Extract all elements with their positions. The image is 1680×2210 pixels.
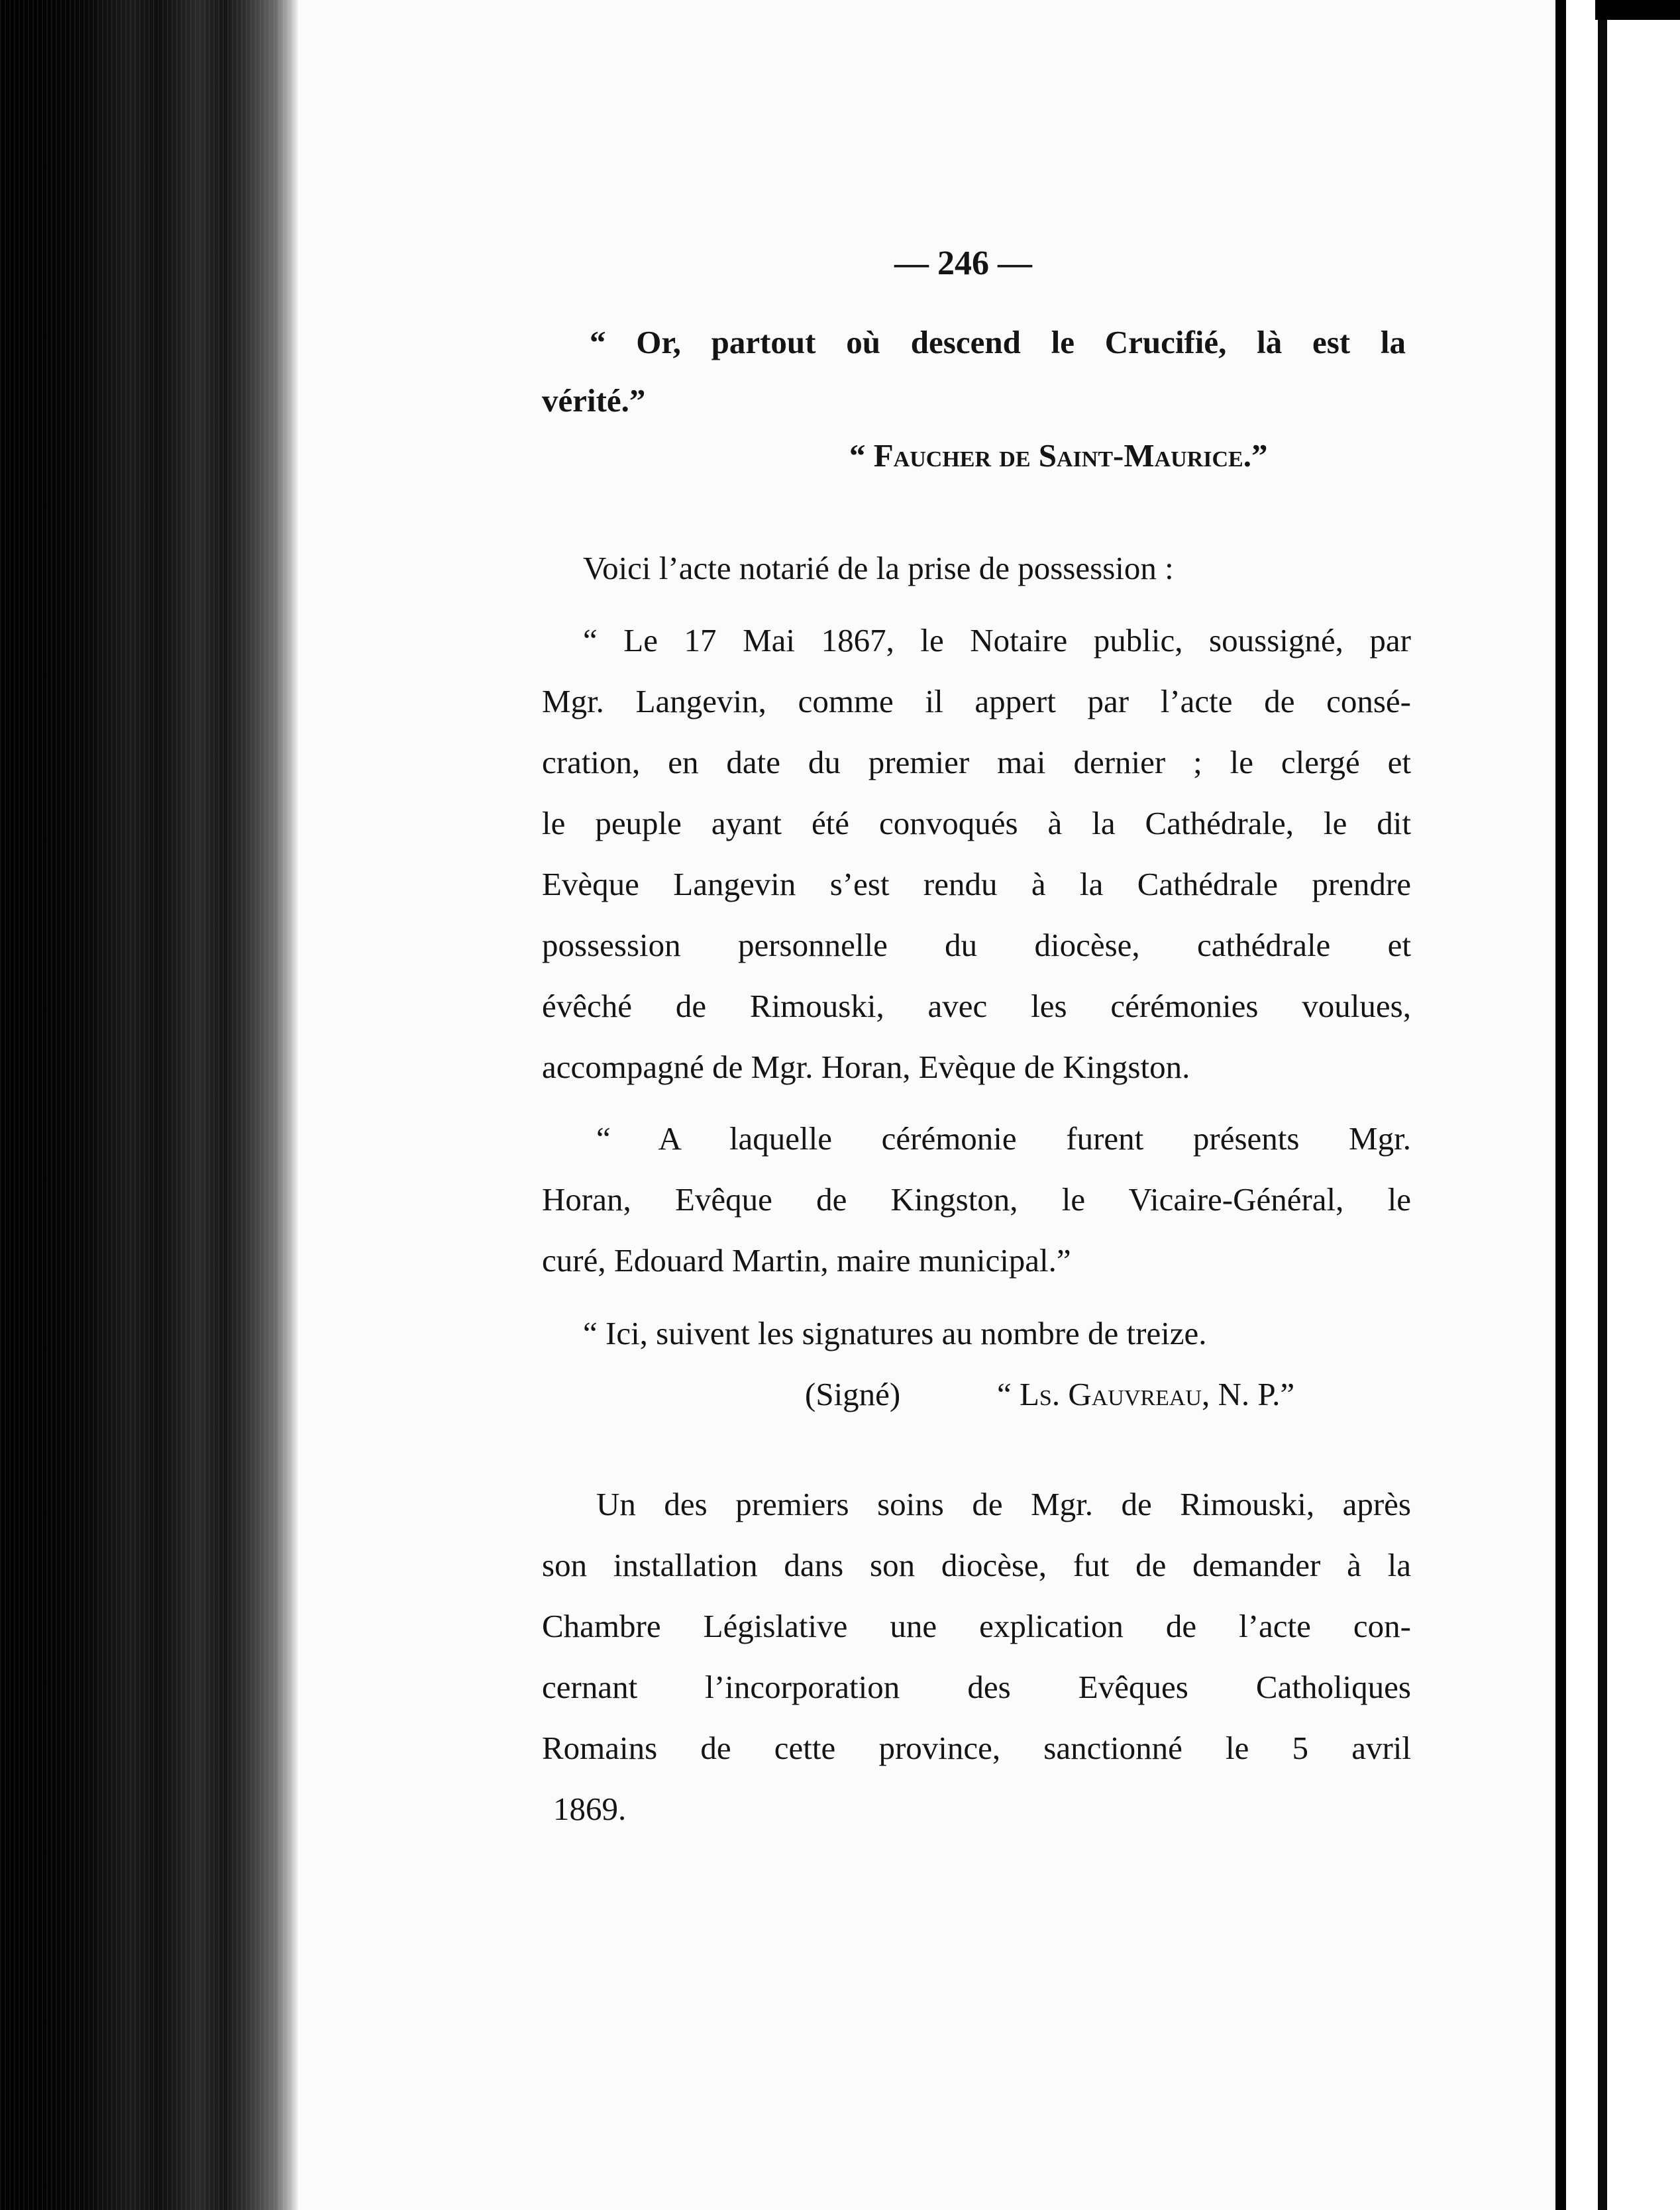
paragraph-1-line-2: Mgr. Langevin, comme il appert par l’acte de consé- [542,683,1411,719]
paragraph-2-line-1: “ A laquelle cérémonie furent présents Mgr. [596,1120,1411,1157]
paragraph-4-line-6: 1869. [553,1791,627,1827]
paragraph-1-line-6: possession personnelle du diocèse, cathédrale et [542,927,1411,963]
paragraph-1-line-5: Evèque Langevin s’est rendu à la Cathédrale prendre [542,866,1411,902]
binding-texture [0,0,298,2210]
paragraph-1-line-1: “ Le 17 Mai 1867, le Notaire public, soussigné, par [583,622,1411,658]
paragraph-4-line-3: Chambre Législative une explication de l’acte con- [542,1608,1411,1644]
paragraph-1-line-8: accompagné de Mgr. Horan, Evèque de Kingston. [542,1049,1190,1085]
paragraph-2-line-3: curé, Edouard Martin, maire municipal.” [542,1242,1071,1279]
paragraph-1-line-4: le peuple ayant été convoqués à la Cathédrale, le dit [542,805,1411,841]
signature-name: “ Ls. Gauvreau, N. P.” [997,1376,1295,1412]
epigraph-line-2: vérité.” [542,382,646,419]
page-number: — 246 — [894,244,1032,282]
paragraph-1-line-7: évêché de Rimouski, avec les cérémonies voulues, [542,988,1411,1024]
right-page-edge [1555,0,1680,2210]
facing-page-edge [1598,0,1607,2210]
epigraph-attribution: “ Faucher de Saint-Maurice.” [849,437,1268,474]
right-edge-shadow [1555,0,1566,2210]
paragraph-4-line-4: cernant l’incorporation des Evêques Catholiques [542,1669,1411,1705]
facing-page-corner [1595,0,1680,20]
paragraph-2-line-2: Horan, Evêque de Kingston, le Vicaire-Général, le [542,1181,1411,1218]
intro-sentence: Voici l’acte notarié de la prise de possession : [583,550,1174,586]
paragraph-4-line-2: son installation dans son diocèse, fut de demander à la [542,1547,1411,1583]
epigraph-line-1: “ Or, partout où descend le Crucifié, là est la [590,324,1406,360]
signed-label: (Signé) [805,1376,901,1412]
paragraph-1-line-3: cration, en date du premier mai dernier ; le clergé et [542,744,1411,780]
paragraph-3: “ Ici, suivent les signatures au nombre de treize. [583,1315,1207,1351]
paragraph-4-line-5: Romains de cette province, sanctionné le 5 avril [542,1730,1411,1766]
paragraph-4-line-1: Un des premiers soins de Mgr. de Rimouski, après [596,1486,1411,1522]
